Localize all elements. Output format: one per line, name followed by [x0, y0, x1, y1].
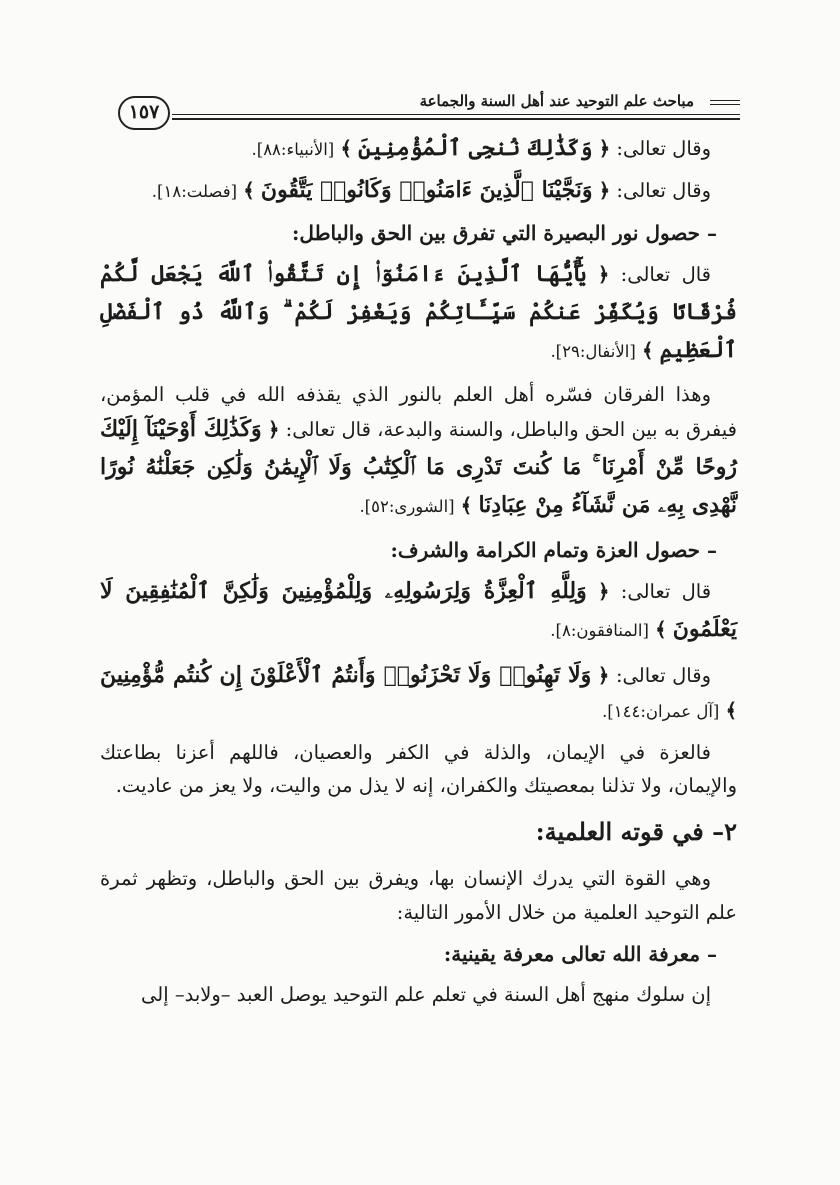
verse-paragraph — [100, 657, 737, 728]
verse-reference: [الشورى:٥٢]. — [359, 496, 455, 516]
quran-open-bracket: ﴿ — [598, 579, 610, 603]
quran-open-bracket: ﴿ — [598, 178, 611, 202]
quran-close-bracket: ﴾ — [460, 493, 473, 517]
quran-verse: يَٰٓأَيُّهَا ٱلَّذِينَ ءَامَنُوٓا۟ إِن تَتَّقُوا۟ ٱللَّهَ يَجْعَل لَّكُمْ فُرْقَانًا وَيُكَفِّرْ عَنكُمْ سَيِّـَٔاتِكُمْ وَيَغْفِرْ لَكُمْ ۗ وَٱللَّهُ ذُو ٱلْفَضْلِ ٱلْعَظِيمِ — [100, 261, 737, 363]
verse-reference: [آل عمران:١٤٤]. — [602, 702, 720, 722]
quran-close-bracket: ﴾ — [340, 137, 352, 160]
verse-lead: قال تعالى: — [620, 579, 712, 603]
header-rule — [172, 118, 740, 120]
body-paragraph — [100, 978, 737, 1012]
verse-reference: [الأنفال:٢٩]. — [550, 341, 636, 361]
subheading: – حصول نور البصيرة التي تفرق بين الحق والباطل: — [292, 220, 717, 245]
quran-verse: وَكَذَٰلِكَ أَوْحَيْنَآ إِلَيْكَ رُوحًا مِّنْ أَمْرِنَا ۚ مَا كُنتَ تَدْرِى مَا ٱلْكِتَٰبُ وَلَا ٱلْإِيمَٰنُ وَلَٰكِن جَعَلْنَٰهُ نُورًا نَّهْدِى بِهِۦ مَن نَّشَآءُ مِنْ عِبَادِنَا — [100, 416, 737, 518]
verse-reference: [فصلت:١٨]. — [151, 181, 238, 201]
paragraph-text: فالعزة في الإيمان، والذلة في الكفر والعصيان، فاللهم أعزنا بطاعتك والإيمان، ولا تذلنا بمعصيتك والكفران، إنه لا يذل من واليت، ولا يعز من عاديت. — [100, 740, 737, 798]
body-paragraph — [100, 862, 737, 929]
quran-open-bracket: ﴿ — [598, 137, 611, 160]
verse-reference: [المنافقون:٨]. — [550, 620, 649, 640]
header-ornament — [710, 100, 740, 112]
quran-close-bracket: ﴾ — [243, 178, 255, 202]
page-number: ١٥٧ — [118, 96, 170, 130]
verse-paragraph — [100, 130, 737, 168]
subheading: – معرفة الله تعالى معرفة يقينية: — [443, 942, 717, 967]
verse-reference: [الأنبياء:٨٨]. — [251, 140, 335, 159]
quran-verse: وَلَا تَهِنُوا۟ وَلَا تَحْزَنُوا۟ وَأَنتُمُ ٱلْأَعْلَوْنَ إِن كُنتُم مُّؤْمِنِينَ — [100, 661, 592, 688]
quran-close-bracket: ﴾ — [725, 699, 737, 723]
header-rule — [172, 114, 740, 115]
running-header — [118, 92, 740, 134]
verse-paragraph — [100, 256, 737, 369]
subheading: – حصول العزة وتمام الكرامة والشرف: — [390, 537, 717, 562]
quran-verse: وَنَجَّيْنَا ٱلَّذِينَ ءَامَنُوا۟ وَكَانُوا۟ يَتَّقُونَ — [260, 176, 593, 203]
verse-lead: وقال تعالى: — [615, 663, 711, 687]
body-paragraph — [100, 378, 737, 525]
quran-open-bracket: ﴿ — [597, 263, 610, 287]
quran-verse: وَكَذَٰلِكَ نُنجِى ٱلْمُؤْمِنِينَ — [358, 135, 593, 161]
paragraph-text: إن سلوك منهج أهل السنة في تعلم علم التوحيد يوصل العبد –ولابد– إلى — [141, 982, 711, 1006]
header-title: مباحث علم التوحيد عند أهل السنة والجماعة — [414, 92, 700, 110]
quran-open-bracket: ﴿ — [267, 418, 280, 442]
quran-close-bracket: ﴾ — [655, 617, 667, 641]
quran-open-bracket: ﴿ — [597, 663, 610, 687]
quran-close-bracket: ﴾ — [642, 338, 654, 362]
verse-lead: وقال تعالى: — [616, 178, 711, 202]
verse-lead: قال تعالى: — [620, 263, 711, 287]
body-paragraph — [100, 736, 737, 803]
verse-paragraph — [100, 172, 737, 210]
paragraph-text: وهذا الفرقان فسّره أهل العلم بالنور الذي يقذفه الله في قلب المؤمن، فيفرق به بين الحق والباطل، والسنة والبدعة، قال تعالى: — [100, 382, 737, 442]
verse-lead: وقال تعالى: — [616, 137, 711, 160]
section-heading: ٢– في قوته العلمية: — [535, 817, 737, 847]
page-body — [100, 130, 737, 1019]
verse-paragraph — [100, 573, 737, 649]
quran-verse: وَلِلَّهِ ٱلْعِزَّةُ وَلِرَسُولِهِۦ وَلِلْمُؤْمِنِينَ وَلَٰكِنَّ ٱلْمُنَٰفِقِينَ لَا يَعْلَمُونَ — [100, 577, 737, 642]
paragraph-text: وهي القوة التي يدرك الإنسان بها، ويفرق بين الحق والباطل، وتظهر ثمرة علم التوحيد العلمية من خلال الأمور التالية: — [100, 867, 737, 924]
